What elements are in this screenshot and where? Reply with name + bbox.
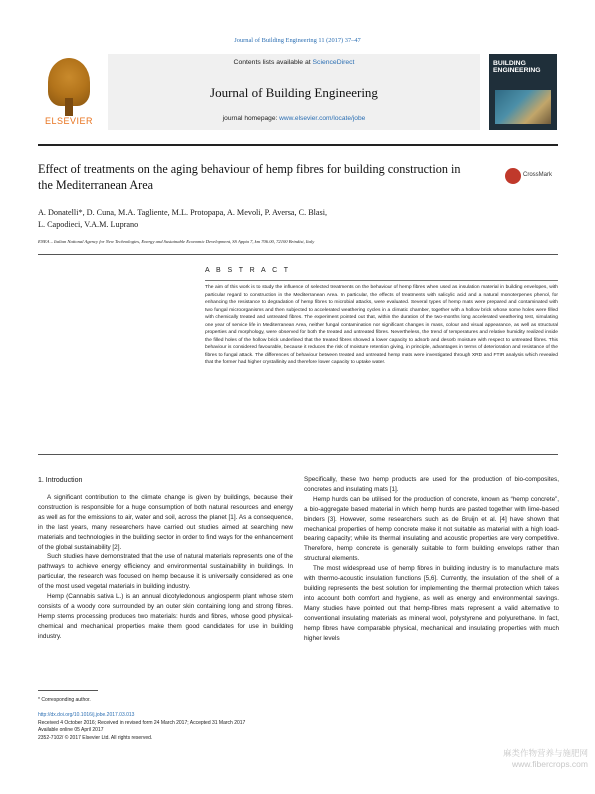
footnote: * Corresponding author. (38, 697, 91, 703)
contents-line (108, 59, 480, 66)
paragraph: Hemp hurds can be utilised for the production of concrete, known as “hemp concrete”, a bio-aggregate based material in which hemp hurds are pasted together with lime-based binders [3]. However, some researchers such as de Bruijn et al. [4] have shown that mechanical properties of hemp concrete make it not suitable as material with a high load-bearing capacity; while its thermal insulating and acoustic properties are very competitive. Therefore, hemp concrete is generally suitable to form building envelops rather than structural elements. (304, 495, 559, 563)
watermark-line1: 麻类作物营养与施肥网 (502, 748, 588, 758)
abstract-rule (205, 280, 558, 281)
paragraph: Hemp (Cannabis sativa L.) is an annual dicotyledonous angiosperm plant whose stem consists of a woody core surrounded by an outer skin containing long and strong fibres. Hemp stems processing produces two materials: hurds and fibres, whose good physical-chemical and mechanical properties make them good candidates for use in building industry. (38, 593, 293, 640)
paragraph: A significant contribution to the climate change is given by buildings, because their construction is responsible for a huge consumption of both natural resources and energy as well as for the emissions to air, water and soil, across the planet [1]. As a consequence, in the last years, many researchers have carried out studies aimed at searching new materials and technologies in the building sector in order to find ways for the enhancement of the global sustainability [2]. (38, 494, 293, 551)
paragraph: Such studies have demonstrated that the use of natural materials represents one of the pathways to achieve energy efficiency and environmental sustainability in buildings. In particular, the research was focused on hemp because it is universally considered as one of the most used vegetal materials in building industry. (38, 553, 293, 591)
paragraph: The most widespread use of hemp fibres in building industry is to manufacture mats with thermo-acoustic insulation functions [5,6]. Currently, the insulation of the shell of a building represents the best solution for implementing the thermal protection which takes into account both comfort and hygiene, as well as energy and environmental savings. Many studies have pointed out that hemp-fibres mats represent a valid alternative to conventional insulating materials as mineral wool, polystyrene and polyurethane. In fact, hemp fibres have comparable physical, mechanical and insulating properties with much higher levels (304, 565, 559, 642)
authors-line2[interactable]: L. Capodieci, V.A.M. Luprano (38, 220, 139, 229)
watermark-line2: www.fibercrops.com (511, 759, 588, 769)
doi-link[interactable]: http://dx.doi.org/10.1016/j.jobe.2017.03.013 (38, 712, 135, 718)
elsevier-logo[interactable] (38, 54, 100, 130)
sciencedirect-link[interactable]: ScienceDirect (312, 59, 355, 66)
journal-banner (38, 54, 558, 140)
affiliation: ENEA – Italian National Agency for New Technologies, Energy and Sustainable Economic Development, SS Appia 7, km 706.00, 72100 Brindisi, Italy (38, 239, 315, 244)
homepage-link[interactable]: www.elsevier.com/locate/jobe (279, 115, 366, 122)
homepage-prefix: journal homepage: (222, 115, 280, 122)
copyright: 2352-7102/ © 2017 Elsevier Ltd. All rights reserved. (38, 734, 153, 741)
divider (38, 254, 558, 255)
abstract-text: The aim of this work is to study the influence of selected treatments on the behaviour of hemp fibres when used as insulation material in building envelopes, with particular regard to construction in the Mediterranean Area. In particular, the effects of treatments with salicylic acid and a natural monoterpenes phenol, for enhancing the resistance to degradation of hemp fibres to microbial attacks, were evaluated. Several types of hemp mats were prepared and contaminated with two fungal microorganisms and then subjected to accelerated weathering cycles in a climatic chamber, together with a hollow brick whose some holes were filled with chemically treated and untreated fibres. The experiment pointed out that, within the duration of the two-months long accelerated weathering test, simulating one year of service life in Mediterranean Area, neither fungal contamination nor significant changes in mass, colour and visual appearance, as well as structural properties and morphology, were observed for both the treated and untreated fibres. Nevertheless, the trend of temperatures and relative humidity realized inside the filled holes of the hollow brick underlined that the treated fibres showed a lower capacity to adsorb and desorb moisture with respect to untreated fibres. This behaviour is considered favourable, because it reduces the risk of moisture retention giving, in principle, advantages in terms of deterioration and resistance of the fibres to fungal attack. The differences of behaviour between treated and untreated hemp mats were investigated through XRD and FTIR analysis which revealed that the former had higher crystallinity and therefore lower capacity to uptake water. (205, 285, 558, 366)
journal-cover[interactable] (489, 54, 557, 130)
cover-image (495, 90, 551, 124)
left-column (38, 493, 293, 642)
footnote-rule (38, 690, 98, 691)
article-title: Effect of treatments on the aging behaviour of hemp fibres for building construction in the Mediterranean Area (38, 162, 461, 192)
available-date: Available online 05 April 2017 (38, 727, 104, 733)
divider (38, 454, 558, 455)
authors-line1[interactable]: A. Donatelli*, D. Cuna, M.A. Tagliente, M.L. Protopapa, A. Mevoli, P. Aversa, C. Blasi, (38, 208, 328, 217)
watermark (458, 748, 588, 770)
cover-title (493, 60, 553, 74)
running-header[interactable]: Journal of Building Engineering 11 (2017) 37–47 (234, 37, 361, 44)
author-list (38, 207, 538, 231)
paragraph: Specifically, these two hemp products are used for the production of bio-composites, concretes and insulating mats [1]. (304, 476, 559, 493)
crossmark-label: CrossMark (523, 172, 553, 178)
header-divider (38, 144, 558, 146)
abstract-heading: A B S T R A C T (205, 267, 291, 274)
publisher-logo-text: ELSEVIER (44, 116, 94, 126)
homepage-line (108, 115, 480, 122)
publication-info (38, 712, 438, 742)
right-column (304, 475, 559, 643)
tree-trunk (65, 98, 73, 116)
section-heading: 1. Introduction (38, 477, 83, 484)
cover-line2: ENGINEERING (493, 67, 541, 75)
cover-line1: BUILDING (493, 60, 526, 67)
journal-title: Journal of Building Engineering (210, 85, 378, 100)
received-dates: Received 4 October 2016; Received in revised form 24 March 2017; Accepted 31 March 2017 (38, 719, 246, 726)
crossmark-button[interactable] (505, 168, 553, 194)
crossmark-icon (505, 168, 521, 184)
contents-prefix: Contents lists available at (233, 59, 313, 66)
